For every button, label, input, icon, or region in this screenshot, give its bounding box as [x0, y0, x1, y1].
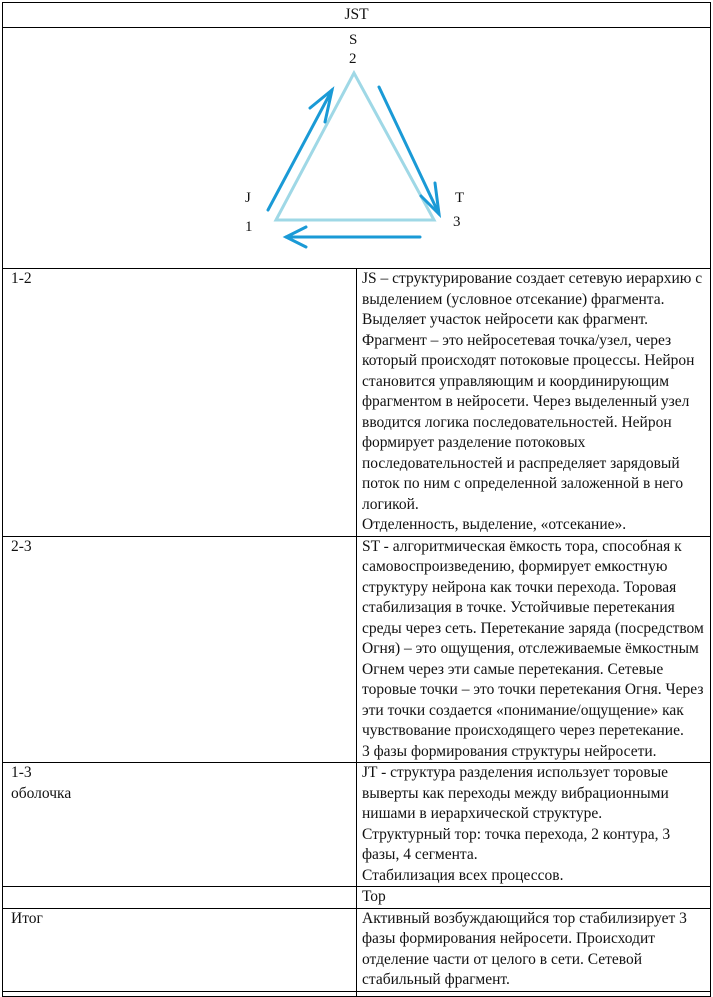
row-label-line: оболочка	[11, 784, 72, 802]
table-row	[3, 269, 711, 537]
jst-table	[2, 2, 711, 997]
row-label	[3, 887, 357, 909]
paragraph: JT - структура разделения использует торовые выверты как переходы между вибрационными нишами в иерархической структуре.	[362, 764, 669, 822]
table-title: JST	[3, 3, 711, 28]
paragraph: Активный возбуждающийся тор стабилизирует 3 фазы формирования нейросети. Происходит отделение части от целого в сети. Сетевой стабильный фрагмент.	[362, 909, 687, 988]
table-row	[3, 763, 711, 887]
row-label: Итог	[3, 908, 357, 991]
row-label: 2-3	[3, 536, 357, 763]
vertex-3-letter: T	[455, 190, 465, 206]
paragraph: JS – структурирование создает сетевую иерархию с выделением (условное отсекание) фрагмента. Выделяет участок нейросети как фрагмент. Фрагмент – это нейросетевая точка/узел, через который происходят потоковые процессы. Нейрон становится управляющим и координирующим фрагментом в нейросети. Через выделенный узел вводится логика последовательностей. Нейрон формирует разделение потоковых последовательностей и распределяет зарядовый поток по ним с определенной заложенной в него логикой.	[362, 270, 703, 513]
row-content	[357, 536, 711, 763]
vertex-2-number: 2	[349, 51, 357, 67]
arrow-2-to-3-icon	[379, 87, 439, 214]
paragraph: ST - алгоритмическая ёмкость тора, способная к самовоспроизведению, формирует емкостную структуру нейрона как точки перехода. Торовая стабилизация в точке. Устойчивые перетекания среды через сеть. Перетекание заряда (посредством Огня) – это ощущения, отслеживаемые ёмкостным Огнем через эти самые перетекания. Сетевые торовые точки – это точки перетекания Огня. Через эти точки создается «понимание/ощущение» как чувствование происходящего через перетекание.	[362, 537, 704, 739]
arrow-3-to-1-icon	[286, 227, 420, 247]
paragraph: Тор	[362, 888, 386, 905]
table-row	[3, 887, 711, 909]
paragraph: Отделенность, выделение, «отсекание».	[362, 516, 627, 533]
row-label-line: 1-3	[11, 764, 32, 781]
row-content	[357, 908, 711, 991]
table-row	[3, 908, 711, 991]
paragraph: 3 фазы формирования структуры нейросети.	[362, 742, 657, 760]
vertex-1-number: 1	[245, 219, 253, 235]
diagram-cell	[3, 28, 711, 269]
vertex-2-letter: S	[349, 32, 358, 48]
row-content	[357, 269, 711, 537]
row-label: 1-2	[3, 269, 357, 537]
triangle-shape	[276, 73, 434, 220]
row-content	[357, 887, 711, 909]
row-label	[3, 763, 357, 887]
row-content	[357, 763, 711, 887]
table-row	[3, 536, 711, 763]
vertex-3-number: 3	[453, 214, 461, 230]
arrow-1-to-2-icon	[268, 90, 332, 210]
row-label	[3, 991, 357, 996]
paragraph: Стабилизация всех процессов.	[362, 866, 564, 884]
row-content	[357, 991, 711, 996]
paragraph: Структурный тор: точка перехода, 2 контура, 3 фазы, 4 сегмента.	[362, 825, 671, 863]
vertex-1-letter: J	[245, 190, 251, 206]
jst-triangle-diagram	[3, 28, 712, 268]
